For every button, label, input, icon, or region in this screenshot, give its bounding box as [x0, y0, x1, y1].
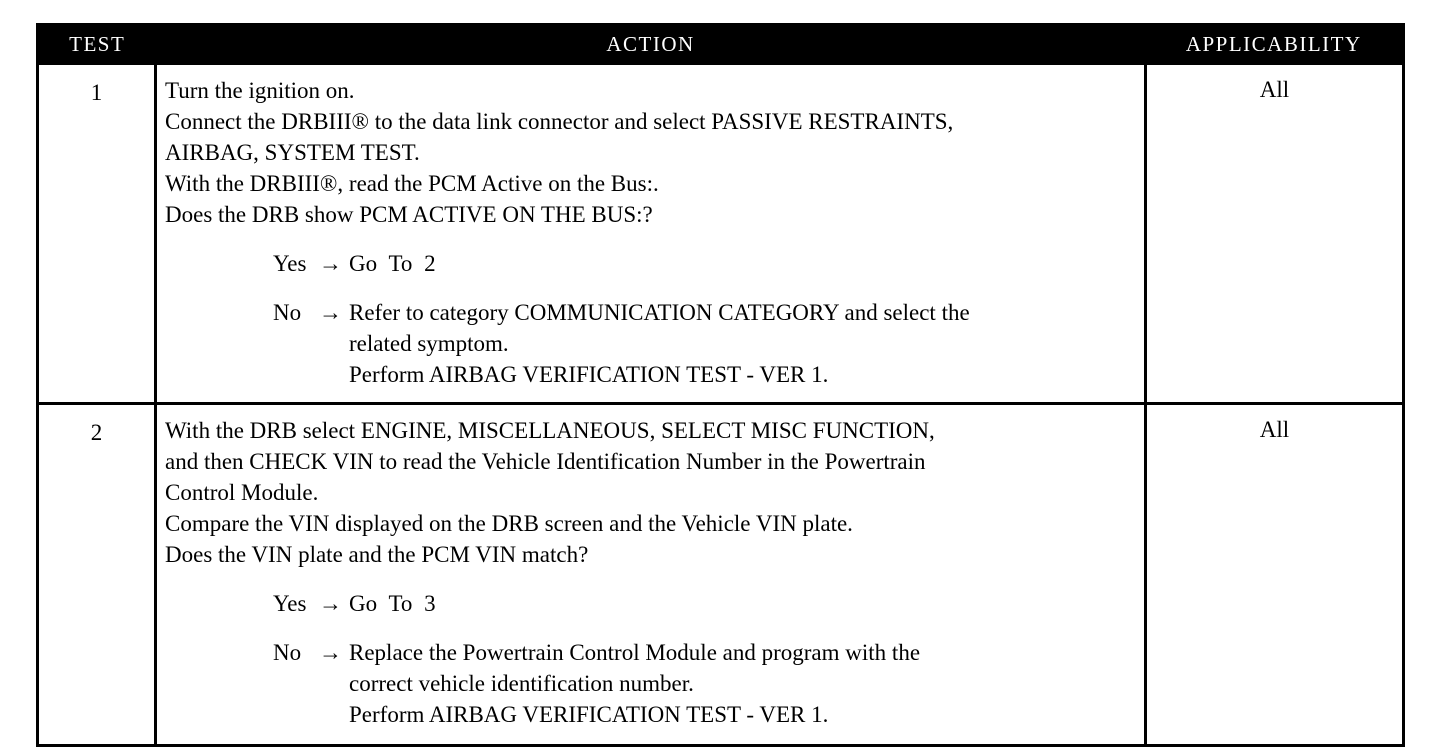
table-row [38, 404, 1404, 746]
action-line: Connect the DRBIII® to the data link connector and select PASSIVE RESTRAINTS, [165, 109, 954, 134]
action-line: Turn the ignition on. [165, 78, 355, 103]
right-arrow-icon: → [319, 251, 342, 276]
table-header [38, 25, 1404, 64]
no-branch [165, 297, 1136, 390]
right-arrow-icon: → [319, 591, 342, 616]
result-line: Go To 3 [349, 591, 436, 616]
action-line: and then CHECK VIN to read the Vehicle Identification Number in the Powertrain [165, 449, 926, 474]
result-line: Go To 2 [349, 251, 436, 276]
no-label: No [273, 300, 302, 325]
result-line: Perform AIRBAG VERIFICATION TEST - VER 1. [349, 362, 829, 387]
action-line: Compare the VIN displayed on the DRB screen and the Vehicle VIN plate. [165, 511, 853, 536]
test-number: 2 [38, 404, 156, 746]
applicability-value: All [1146, 404, 1404, 746]
result-line: Perform AIRBAG VERIFICATION TEST - VER 1. [349, 702, 829, 727]
result-line: correct vehicle identification number. [349, 671, 694, 696]
action-line: Does the VIN plate and the PCM VIN match? [165, 542, 589, 567]
action-line: With the DRB select ENGINE, MISCELLANEOUS, SELECT MISC FUNCTION, [165, 418, 935, 443]
diagnostic-test-table [36, 23, 1405, 747]
result-line: Replace the Powertrain Control Module and program with the [349, 640, 921, 665]
no-branch [165, 637, 1136, 730]
test-number: 1 [38, 64, 156, 404]
action-line: Does the DRB show PCM ACTIVE ON THE BUS:? [165, 202, 653, 227]
action-line: With the DRBIII®, read the PCM Active on the Bus:. [165, 171, 659, 196]
applicability-value: All [1146, 64, 1404, 404]
right-arrow-icon: → [319, 300, 342, 325]
action-cell [156, 404, 1146, 746]
result-line: related symptom. [349, 331, 509, 356]
yes-branch [165, 588, 1136, 619]
no-label: No [273, 640, 302, 665]
header-action: ACTION [156, 25, 1146, 64]
yes-result [349, 248, 1136, 279]
header-applicability: APPLICABILITY [1146, 25, 1404, 64]
yes-label: Yes [273, 251, 307, 276]
header-test: TEST [38, 25, 156, 64]
result-line: Refer to category COMMUNICATION CATEGORY and select the [349, 300, 970, 325]
no-result [349, 637, 1136, 730]
yes-label: Yes [273, 591, 307, 616]
yes-branch [165, 248, 1136, 279]
no-result [349, 297, 1136, 390]
table-row [38, 64, 1404, 404]
yes-result [349, 588, 1136, 619]
action-line: AIRBAG, SYSTEM TEST. [165, 140, 420, 165]
action-cell [156, 64, 1146, 404]
action-line: Control Module. [165, 480, 319, 505]
header-row [38, 25, 1404, 64]
right-arrow-icon: → [319, 640, 342, 665]
